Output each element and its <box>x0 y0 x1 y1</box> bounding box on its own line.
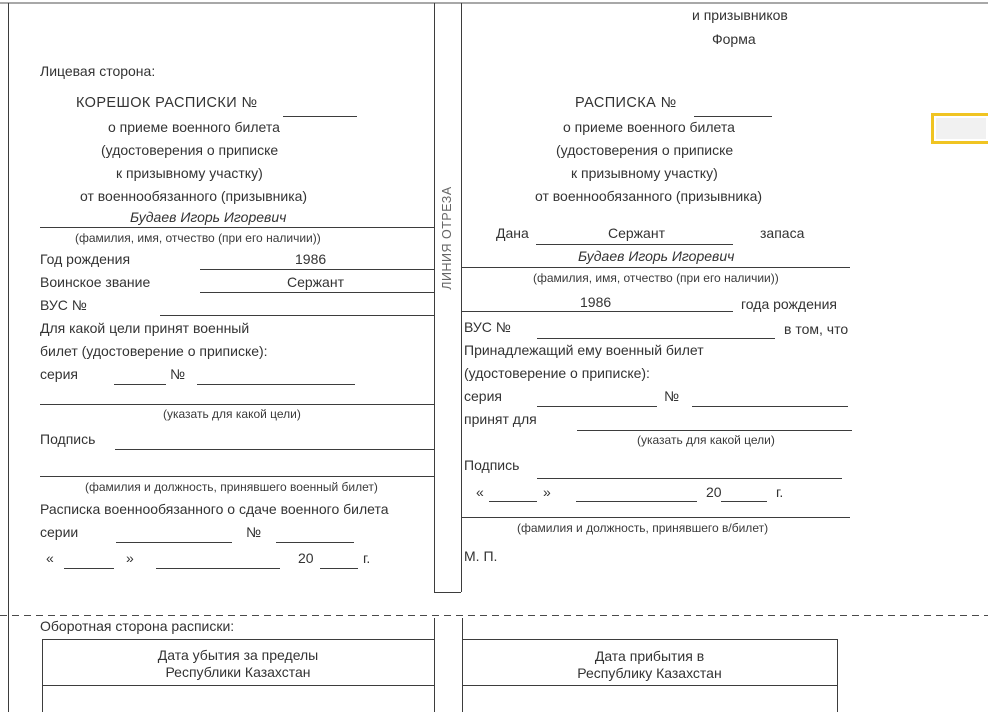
stub-subtitle-line-3: к призывному участку) <box>116 165 263 181</box>
stub-number-blank <box>283 116 357 117</box>
receipt-year-suffix: г. <box>776 484 784 500</box>
stub-subtitle-line-1: о приеме военного билета <box>108 119 280 135</box>
stub-day-blank <box>64 568 114 569</box>
receipt-year-blank <box>721 501 767 502</box>
arrival-box-right <box>837 639 838 712</box>
receipt-title: РАСПИСКА № <box>575 95 677 111</box>
receipt-rank-value: Сержант <box>608 225 665 241</box>
stub-rank-value: Сержант <box>287 274 344 290</box>
stub-name-line <box>40 227 434 228</box>
receipt-quote-open: « <box>476 484 484 500</box>
stub-rank-label: Воинское звание <box>40 274 151 290</box>
receipt-series-blank <box>537 406 657 407</box>
arrival-header-line-1: Дата прибытия в <box>594 648 705 664</box>
receipt-day-blank <box>489 501 537 502</box>
stub-year-blank <box>320 568 358 569</box>
receipt-month-blank <box>576 501 697 502</box>
stub-number-sign-2: № <box>246 524 262 540</box>
stub-subtitle-line-4: от военнообязанного (призывника) <box>80 188 308 204</box>
departure-header-line-1: Дата убытия за пределы <box>157 647 319 663</box>
stub-purpose-label-line-1: Для какой цели принят военный <box>40 320 250 336</box>
receipt-number-sign: № <box>664 388 680 404</box>
receipt-vus-label: ВУС № <box>464 319 511 335</box>
stub-subtitle-line-2: (удостоверения о приписке <box>101 142 279 158</box>
tear-off-dashed-line <box>0 615 988 616</box>
receipt-number-blank <box>694 116 772 117</box>
header-form-label: Форма <box>712 31 756 47</box>
back-side-label: Оборотная сторона расписки: <box>40 618 235 634</box>
departure-header-line-2: Республики Казахстан <box>165 664 311 680</box>
stub-rank-line <box>200 292 434 293</box>
arrival-header-line-2: Республику Казахстан <box>577 665 722 681</box>
arrival-box-top <box>462 639 837 640</box>
receipt-purpose-blank <box>577 430 852 431</box>
stub-docnumber-blank <box>197 384 355 385</box>
receipt-docnumber-blank <box>692 406 848 407</box>
left-page-border <box>8 3 9 712</box>
stub-century: 20 <box>298 550 314 566</box>
receipt-quote-close: » <box>543 484 551 500</box>
cut-column-left-line <box>434 3 435 592</box>
stub-return-statement: Расписка военнообязанного о сдаче военного билета <box>40 501 389 517</box>
receipt-name-value: Будаев Игорь Игоревич <box>578 248 735 264</box>
receipt-birth-year-value: 1986 <box>580 294 612 310</box>
stub-quote-open: « <box>46 550 54 566</box>
receipt-belonging-line-2: (удостоверение о приписке): <box>464 365 650 381</box>
stub-month-blank <box>156 568 280 569</box>
stub-birth-year-value: 1986 <box>295 251 327 267</box>
receipt-name-line <box>462 267 850 268</box>
receipt-name-hint: (фамилия, имя, отчество (при его наличии)) <box>533 271 779 285</box>
receipt-subtitle-line-4: от военнообязанного (призывника) <box>535 188 763 204</box>
cut-line-label: ЛИНИЯ ОТРЕЗА <box>440 186 454 290</box>
receipt-belonging-line-1: Принадлежащий ему военный билет <box>464 342 704 358</box>
receipt-acceptor-line <box>462 517 850 518</box>
receipt-accepted-for-label: принят для <box>464 411 537 427</box>
stub-birth-year-line <box>200 269 434 270</box>
receipt-purpose-hint: (указать для какой цели) <box>637 433 775 447</box>
stub-series2-blank <box>116 542 232 543</box>
stub-signature-hint: (фамилия и должность, принявшего военный билет) <box>85 480 378 494</box>
header-line-1: и призывников <box>692 7 788 23</box>
departure-box-top <box>42 639 434 640</box>
stub-docnumber2-blank <box>276 542 354 543</box>
cut-column-right-line <box>461 3 462 592</box>
stub-name-hint: (фамилия, имя, отчество (при его наличии)) <box>75 231 321 245</box>
receipt-subtitle-line-3: к призывному участку) <box>571 165 718 181</box>
stub-title: КОРЕШОК РАСПИСКИ № <box>76 95 258 111</box>
receipt-vus-line <box>537 338 775 339</box>
front-side-label: Лицевая сторона: <box>40 63 156 79</box>
receipt-reserve-label: запаса <box>760 225 805 241</box>
receipt-signature-hint: (фамилия и должность, принявшего в/билет) <box>517 521 769 535</box>
stub-series2-label: серии <box>40 524 79 540</box>
stub-number-sign: № <box>170 366 186 382</box>
receipt-signature-line <box>537 478 842 479</box>
receipt-birth-year-line <box>462 311 733 312</box>
receipt-rank-line <box>536 244 733 245</box>
receipt-series-label: серия <box>464 388 502 404</box>
receipt-subtitle-line-2: (удостоверения о приписке <box>556 142 734 158</box>
selected-cell-highlight[interactable] <box>931 113 988 144</box>
stub-signature-label: Подпись <box>40 431 96 447</box>
receipt-century: 20 <box>706 484 722 500</box>
receipt-in-that-label: в том, что <box>784 321 849 337</box>
page-top-border <box>0 2 988 4</box>
stub-purpose-hint: (указать для какой цели) <box>163 407 301 421</box>
stub-purpose-blank <box>40 404 434 405</box>
stub-birth-year-label: Год рождения <box>40 251 131 267</box>
receipt-given-label: Дана <box>496 225 529 241</box>
receipt-signature-label: Подпись <box>464 457 520 473</box>
arrival-box-left <box>462 618 463 712</box>
departure-header-bottom <box>42 685 434 686</box>
stub-series-label: серия <box>40 366 78 382</box>
stub-quote-close: » <box>126 550 134 566</box>
stub-signature-line <box>115 449 434 450</box>
stub-name-value: Будаев Игорь Игоревич <box>130 209 287 225</box>
stub-acceptor-line <box>40 476 434 477</box>
stub-year-suffix: г. <box>363 550 371 566</box>
stub-vus-line <box>160 315 434 316</box>
receipt-subtitle-line-1: о приеме военного билета <box>563 119 735 135</box>
cut-column-bottom-line <box>434 592 461 593</box>
stub-vus-label: ВУС № <box>40 297 87 313</box>
receipt-birth-year-suffix: года рождения <box>741 296 837 312</box>
stub-purpose-label-line-2: билет (удостоверение о приписке): <box>40 343 268 359</box>
stub-series-blank <box>114 384 166 385</box>
arrival-header-bottom <box>462 685 837 686</box>
cut-column-left-line-lower <box>434 618 435 712</box>
receipt-stamp-label: М. П. <box>464 548 498 564</box>
